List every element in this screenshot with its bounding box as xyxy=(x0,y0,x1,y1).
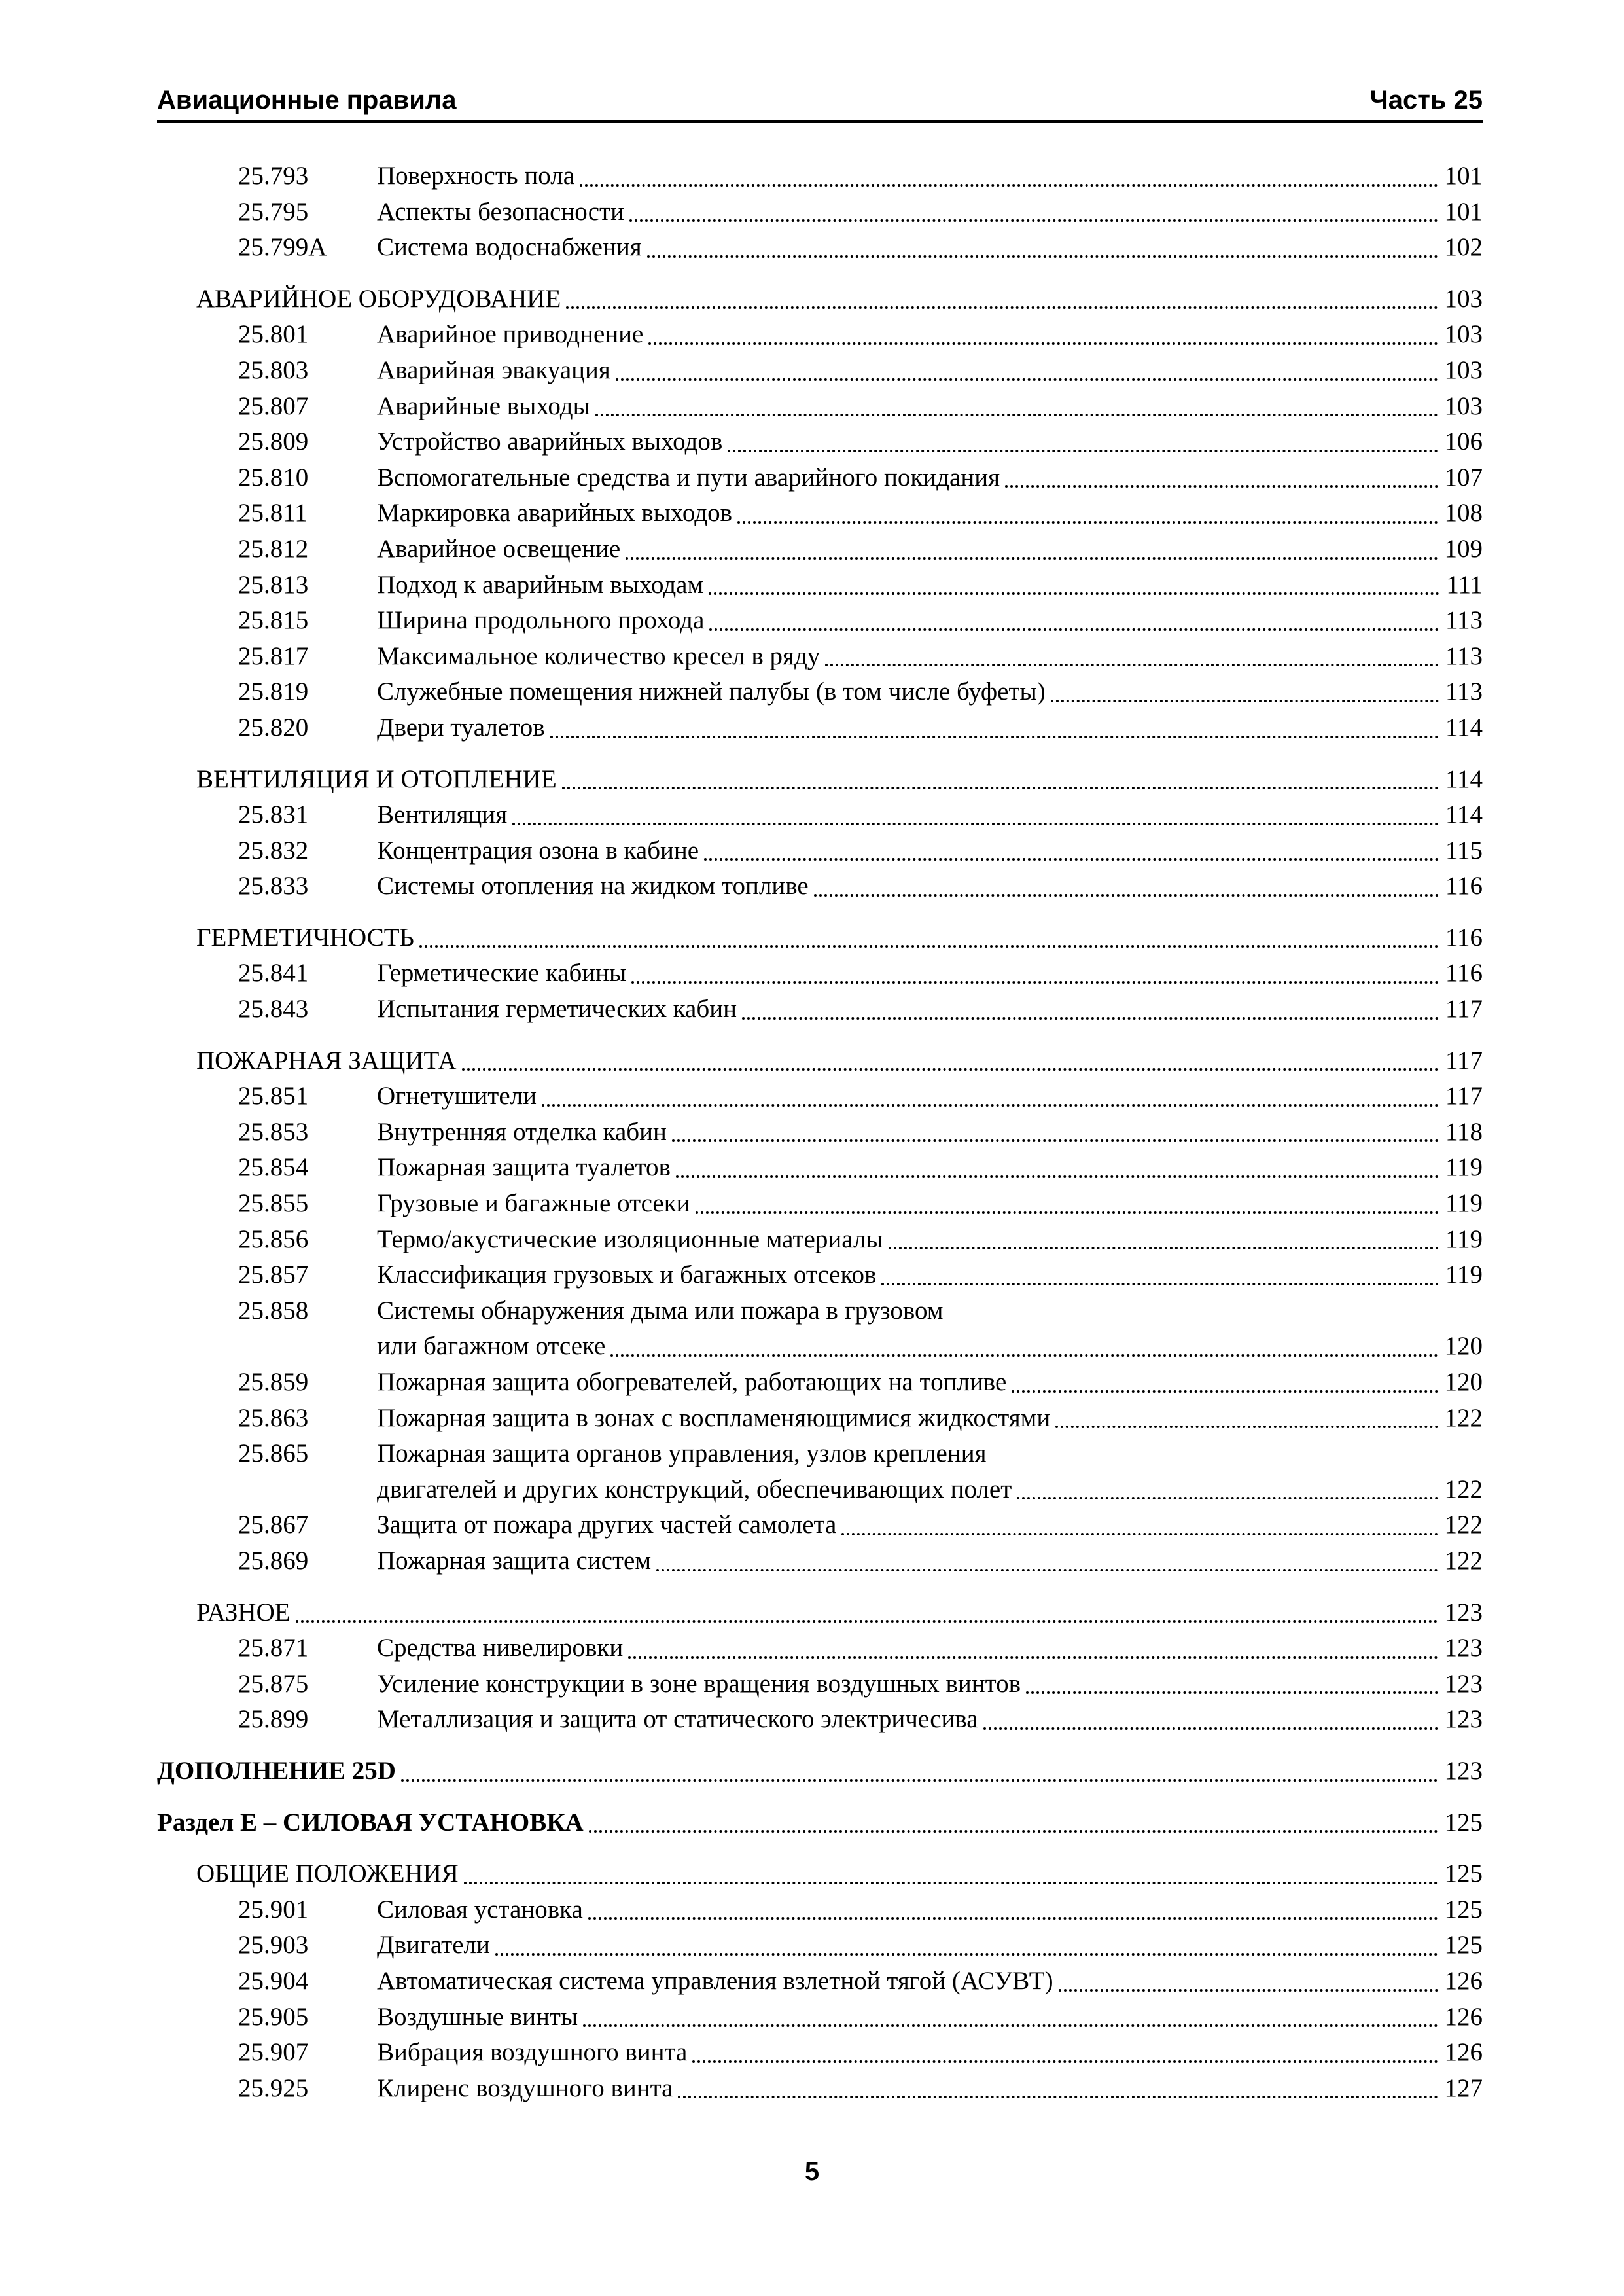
toc-page-number: 103 xyxy=(1444,355,1483,384)
toc-entry-number: 25.801 xyxy=(238,320,309,349)
toc-entry[interactable] xyxy=(157,1150,1483,1186)
dot-leader xyxy=(737,521,1438,524)
dot-leader xyxy=(889,1247,1439,1249)
toc-entry-number: 25.903 xyxy=(238,1931,309,1960)
toc-page-number: 102 xyxy=(1444,233,1483,262)
toc-entry-title: Вентиляция xyxy=(377,800,508,829)
toc-entry-number: 25.925 xyxy=(238,2073,309,2102)
toc-entry-continuation[interactable] xyxy=(157,1329,1483,1365)
dot-leader xyxy=(1055,1426,1438,1428)
dot-leader xyxy=(647,255,1438,258)
toc-entry-number: 25.811 xyxy=(238,499,308,528)
toc-page-number: 123 xyxy=(1444,1756,1483,1785)
toc-heading-title: Раздел Е – СИЛОВАЯ УСТАНОВКА xyxy=(157,1808,584,1837)
toc-entry-title: Аварийные выходы xyxy=(377,391,590,420)
page-number: 5 xyxy=(804,2157,820,2186)
toc-entry-number: 25.858 xyxy=(238,1296,309,1325)
toc-entry-number: 25.855 xyxy=(238,1189,309,1218)
toc-entry-number: 25.899 xyxy=(238,1705,309,1734)
toc-entry-number: 25.817 xyxy=(238,641,309,670)
toc-heading-title: ПОЖАРНАЯ ЗАЩИТА xyxy=(196,1046,457,1075)
toc-entry-title-continued: или багажном отсеке xyxy=(377,1332,606,1361)
toc-entry[interactable] xyxy=(157,1115,1483,1151)
toc-entry[interactable] xyxy=(157,1702,1483,1738)
toc-entry-title: Металлизация и защита от статического электричесива xyxy=(377,1705,978,1734)
toc-entry-title: Пожарная защита органов управления, узлов крепления xyxy=(377,1439,987,1468)
toc-entry-title: Средства нивелировки xyxy=(377,1634,624,1662)
dot-leader xyxy=(841,1533,1438,1535)
toc-heading-title: ГЕРМЕТИЧНОСТЬ xyxy=(196,923,414,952)
toc-entry[interactable] xyxy=(157,1257,1483,1293)
dot-leader xyxy=(495,1953,1438,1956)
toc-entry-number: 25.807 xyxy=(238,391,309,420)
toc-page-number: 123 xyxy=(1444,1598,1483,1626)
toc-entry-number: 25.841 xyxy=(238,959,309,988)
toc-entry-number: 25.857 xyxy=(238,1261,309,1289)
toc-entry-continuation[interactable] xyxy=(157,1472,1483,1508)
toc-entry[interactable] xyxy=(157,992,1483,1028)
toc-entry-number: 25.832 xyxy=(238,836,309,865)
toc-entry[interactable] xyxy=(157,603,1483,639)
toc-page-number: 126 xyxy=(1444,1966,1483,1995)
toc-page-number: 106 xyxy=(1444,427,1483,456)
toc-section-heading[interactable] xyxy=(157,281,1483,317)
toc-page-number: 117 xyxy=(1445,1046,1483,1075)
dot-leader xyxy=(629,219,1438,222)
dot-leader xyxy=(512,823,1439,825)
toc-page-number: 107 xyxy=(1444,463,1483,492)
toc-entry[interactable] xyxy=(157,317,1483,353)
toc-entry-number: 25.795 xyxy=(238,197,309,226)
toc-entry-number: 25.905 xyxy=(238,2002,309,2031)
dot-leader xyxy=(825,664,1439,666)
toc-page-number: 125 xyxy=(1444,1859,1483,1888)
toc-entry[interactable] xyxy=(157,1079,1483,1115)
toc-page-number: 114 xyxy=(1445,800,1483,829)
dot-leader xyxy=(583,2024,1438,2027)
dot-leader xyxy=(672,1139,1439,1142)
dot-leader xyxy=(550,736,1439,738)
toc-entry-number: 25.815 xyxy=(238,606,309,635)
toc-page-number: 103 xyxy=(1444,284,1483,313)
toc-page-number: 119 xyxy=(1445,1225,1483,1253)
toc-entry[interactable] xyxy=(157,1507,1483,1543)
toc-heading-title: РАЗНОЕ xyxy=(196,1598,291,1626)
toc-entry[interactable] xyxy=(157,1964,1483,2000)
toc-page-number: 122 xyxy=(1444,1403,1483,1432)
toc-entry-title: Системы обнаружения дыма или пожара в грузовом xyxy=(377,1296,944,1325)
toc-entry-number: 25.869 xyxy=(238,1546,309,1575)
toc-entry-number: 25.859 xyxy=(238,1368,309,1396)
toc-heading-title: ОБЩИЕ ПОЛОЖЕНИЯ xyxy=(196,1859,459,1888)
toc-heading-title: АВАРИЙНОЕ ОБОРУДОВАНИЕ xyxy=(196,284,561,313)
dot-leader xyxy=(595,414,1438,416)
toc-entry-title: Внутренняя отделка кабин xyxy=(377,1117,667,1146)
toc-section-heading[interactable] xyxy=(157,1043,1483,1079)
dot-leader xyxy=(610,1354,1438,1357)
toc-entry-title: Защита от пожара других частей самолета xyxy=(377,1511,837,1539)
dot-leader xyxy=(742,1017,1439,1020)
toc-entry-number: 25.867 xyxy=(238,1511,309,1539)
toc-entry-title: Термо/акустические изоляционные материалы xyxy=(377,1225,883,1253)
toc-entry-title: Пожарная защита обогревателей, работающих на топливе xyxy=(377,1368,1007,1396)
dot-leader xyxy=(626,557,1438,560)
toc-entry-number: 25.812 xyxy=(238,534,309,563)
toc-entry-title: Воздушные винты xyxy=(377,2002,578,2031)
toc-page-number: 103 xyxy=(1444,320,1483,349)
toc-entry-title: Огнетушители xyxy=(377,1082,537,1111)
toc-entry[interactable] xyxy=(157,1543,1483,1579)
toc-entry-number: 25.875 xyxy=(238,1669,309,1698)
dot-leader xyxy=(709,628,1439,631)
toc-entry-title: Аварийная эвакуация xyxy=(377,355,610,384)
toc-page-number: 119 xyxy=(1445,1189,1483,1218)
toc-page-number: 125 xyxy=(1444,1808,1483,1837)
toc-entry-number: 25.871 xyxy=(238,1634,309,1662)
toc-entry-number: 25.810 xyxy=(238,463,309,492)
dot-leader xyxy=(696,1211,1439,1214)
toc-entry-title: Концентрация озона в кабине xyxy=(377,836,699,865)
toc-entry[interactable] xyxy=(157,869,1483,905)
toc-entry[interactable] xyxy=(157,495,1483,531)
toc-entry-title: Поверхность пола xyxy=(377,162,575,190)
toc-page-number: 123 xyxy=(1444,1705,1483,1734)
toc-chapter-heading[interactable] xyxy=(157,1753,1483,1789)
dot-leader xyxy=(401,1779,1438,1782)
dot-leader xyxy=(678,2096,1438,2098)
toc-entry-title: Испытания герметических кабин xyxy=(377,995,737,1024)
toc-entry[interactable] xyxy=(157,639,1483,675)
toc-entry-title-continued: двигателей и других конструкций, обеспечивающих полет xyxy=(377,1475,1012,1503)
toc-heading-title: ДОПОЛНЕНИЕ 25D xyxy=(157,1756,396,1785)
toc-entry-title: Аварийное освещение xyxy=(377,534,621,563)
dot-leader xyxy=(419,945,1439,948)
toc-entry-number: 25.853 xyxy=(238,1117,309,1146)
toc-page-number: 101 xyxy=(1444,197,1483,226)
toc-entry[interactable] xyxy=(157,1293,1483,1329)
toc-entry[interactable] xyxy=(157,424,1483,460)
dot-leader xyxy=(728,450,1438,452)
dot-leader xyxy=(464,1882,1438,1884)
toc-page-number: 117 xyxy=(1445,1082,1483,1111)
dot-leader xyxy=(589,1830,1438,1833)
toc-entry-number: 25.820 xyxy=(238,713,309,742)
toc-page-number: 120 xyxy=(1444,1368,1483,1396)
toc-entry-title: Клиренс воздушного винта xyxy=(377,2073,673,2102)
toc-entry[interactable] xyxy=(157,2035,1483,2071)
toc-section-heading[interactable] xyxy=(157,1856,1483,1892)
toc-entry-title: Ширина продольного прохода xyxy=(377,606,705,635)
toc-entry-number: 25.803 xyxy=(238,355,309,384)
toc-page-number: 122 xyxy=(1444,1511,1483,1539)
toc-entry-title: Пожарная защита систем xyxy=(377,1546,652,1575)
toc-entry[interactable] xyxy=(157,1892,1483,1928)
toc-entry-title: Пожарная защита в зонах с воспламеняющимися жидкостями xyxy=(377,1403,1051,1432)
toc-entry[interactable] xyxy=(157,531,1483,567)
dot-leader xyxy=(1012,1390,1438,1393)
toc-entry[interactable] xyxy=(157,567,1483,603)
toc-entry[interactable] xyxy=(157,1928,1483,1964)
toc-page-number: 126 xyxy=(1444,2038,1483,2067)
toc-entry-number: 25.793 xyxy=(238,162,309,190)
dot-leader xyxy=(648,342,1438,345)
toc-entry[interactable] xyxy=(157,158,1483,194)
toc-entry-number: 25.863 xyxy=(238,1403,309,1432)
toc-entry-title: Пожарная защита туалетов xyxy=(377,1153,671,1182)
dot-leader xyxy=(616,378,1438,381)
toc-entry-number: 25.907 xyxy=(238,2038,309,2067)
toc-entry[interactable] xyxy=(157,833,1483,869)
dot-leader xyxy=(814,894,1439,897)
toc-entry-title: Двери туалетов xyxy=(377,713,545,742)
toc-entry-number: 25.865 xyxy=(238,1439,309,1468)
toc-page-number: 125 xyxy=(1444,1931,1483,1960)
dot-leader xyxy=(1026,1691,1438,1694)
toc-page-number: 115 xyxy=(1445,836,1483,865)
toc-entry-number: 25.831 xyxy=(238,800,309,829)
dot-leader xyxy=(1017,1497,1438,1499)
dot-leader xyxy=(656,1569,1438,1571)
toc-chapter-heading[interactable] xyxy=(157,1805,1483,1841)
toc-page-number: 119 xyxy=(1445,1153,1483,1182)
toc-entry-title: Система водоснабжения xyxy=(377,233,642,262)
toc-entry-title: Служебные помещения нижней палубы (в том числе буфеты) xyxy=(377,677,1046,706)
dot-leader xyxy=(881,1283,1439,1285)
toc-page-number: 103 xyxy=(1444,391,1483,420)
toc-entry[interactable] xyxy=(157,1365,1483,1401)
toc-entry[interactable] xyxy=(157,1186,1483,1222)
toc-page-number: 116 xyxy=(1445,923,1483,952)
toc-entry[interactable] xyxy=(157,956,1483,992)
dot-leader xyxy=(628,1656,1438,1659)
toc-entry[interactable] xyxy=(157,194,1483,230)
dot-leader xyxy=(983,1727,1438,1730)
toc-entry-number: 25.856 xyxy=(238,1225,309,1253)
toc-entry[interactable] xyxy=(157,1630,1483,1666)
dot-leader xyxy=(676,1175,1439,1178)
toc-entry[interactable] xyxy=(157,1666,1483,1702)
toc-entry-title: Вспомогательные средства и пути аварийного покидания xyxy=(377,463,1000,492)
dot-leader xyxy=(588,1917,1438,1920)
toc-page-number: 127 xyxy=(1444,2073,1483,2102)
toc-entry[interactable] xyxy=(157,389,1483,425)
toc-page-number: 114 xyxy=(1445,713,1483,742)
toc-entry-title: Двигатели xyxy=(377,1931,490,1960)
toc-page-number: 122 xyxy=(1444,1475,1483,1503)
toc-entry-number: 25.904 xyxy=(238,1966,309,1995)
dot-leader xyxy=(709,592,1439,595)
toc-entry-title: Автоматическая система управления взлетной тягой (АСУВТ) xyxy=(377,1966,1053,1995)
toc-entry-title: Системы отопления на жидком топливе xyxy=(377,872,809,901)
toc-page-number: 113 xyxy=(1445,677,1483,706)
toc-page-number: 122 xyxy=(1444,1546,1483,1575)
toc-entry-title: Маркировка аварийных выходов xyxy=(377,499,732,528)
dot-leader xyxy=(1005,485,1438,488)
dot-leader xyxy=(562,787,1439,789)
toc-page-number: 120 xyxy=(1444,1332,1483,1361)
toc-entry-title: Аспекты безопасности xyxy=(377,197,624,226)
toc-page-number: 119 xyxy=(1445,1261,1483,1289)
toc-entry-number: 25.843 xyxy=(238,995,309,1024)
toc-entry-number: 25.799А xyxy=(238,233,327,262)
toc-entry-title: Устройство аварийных выходов xyxy=(377,427,723,456)
toc-page-number: 114 xyxy=(1445,764,1483,793)
toc-page-number: 117 xyxy=(1445,995,1483,1024)
dot-leader xyxy=(692,2060,1438,2063)
toc-entry[interactable] xyxy=(157,1436,1483,1472)
toc-entry-title: Герметические кабины xyxy=(377,959,627,988)
toc-page-number: 116 xyxy=(1445,959,1483,988)
toc-entry-number: 25.854 xyxy=(238,1153,309,1182)
dot-leader xyxy=(542,1104,1439,1107)
toc-page-number: 108 xyxy=(1444,499,1483,528)
toc-entry[interactable] xyxy=(157,797,1483,833)
dot-leader xyxy=(704,858,1439,861)
dot-leader xyxy=(566,306,1438,309)
toc-entry-number: 25.833 xyxy=(238,872,309,901)
toc-page-number: 123 xyxy=(1444,1634,1483,1662)
toc-page-number: 109 xyxy=(1444,534,1483,563)
toc-entry-title: Классификация грузовых и багажных отсеков xyxy=(377,1261,877,1289)
toc-entry-number: 25.851 xyxy=(238,1082,309,1111)
toc-entry[interactable] xyxy=(157,1401,1483,1437)
toc-entry[interactable] xyxy=(157,460,1483,496)
toc-entry-title: Усиление конструкции в зоне вращения воздушных винтов xyxy=(377,1669,1021,1698)
dot-leader xyxy=(631,981,1439,984)
toc-entry[interactable] xyxy=(157,2000,1483,2036)
toc-page-number: 113 xyxy=(1445,606,1483,635)
toc-entry-number: 25.809 xyxy=(238,427,309,456)
header-title: Авиационные правила xyxy=(157,86,457,115)
toc-page-number: 116 xyxy=(1445,872,1483,901)
toc-entry-title: Аварийное приводнение xyxy=(377,320,644,349)
toc-entry-number: 25.901 xyxy=(238,1895,309,1924)
toc-page-number: 123 xyxy=(1444,1669,1483,1698)
header-part: Часть 25 xyxy=(1369,86,1483,115)
toc-heading-title: ВЕНТИЛЯЦИЯ И ОТОПЛЕНИЕ xyxy=(196,764,557,793)
toc-entry-title: Вибрация воздушного винта xyxy=(377,2038,688,2067)
toc-entry[interactable] xyxy=(157,1222,1483,1258)
dot-leader xyxy=(296,1620,1438,1623)
toc-section-heading[interactable] xyxy=(157,762,1483,798)
toc-entry-title: Силовая установка xyxy=(377,1895,583,1924)
page-header xyxy=(157,79,1483,123)
toc-entry-title: Подход к аварийным выходам xyxy=(377,570,704,599)
toc-entry[interactable] xyxy=(157,353,1483,389)
toc-page-number: 126 xyxy=(1444,2002,1483,2031)
dot-leader xyxy=(580,184,1438,187)
dot-leader xyxy=(1051,700,1439,702)
toc-page-number: 101 xyxy=(1444,162,1483,190)
toc-page-number: 125 xyxy=(1444,1895,1483,1924)
toc-entry-number: 25.819 xyxy=(238,677,309,706)
toc-section-heading[interactable] xyxy=(157,1595,1483,1631)
toc-section-heading[interactable] xyxy=(157,920,1483,956)
toc-page-number: 113 xyxy=(1445,641,1483,670)
toc-entry-title: Максимальное количество кресел в ряду xyxy=(377,641,821,670)
toc-entry[interactable] xyxy=(157,2071,1483,2107)
toc-entry[interactable] xyxy=(157,674,1483,710)
dot-leader xyxy=(1059,1989,1438,1992)
dot-leader xyxy=(462,1068,1439,1071)
table-of-contents xyxy=(157,158,1483,2106)
toc-entry[interactable] xyxy=(157,710,1483,746)
toc-entry[interactable] xyxy=(157,230,1483,266)
toc-entry-number: 25.813 xyxy=(238,570,309,599)
toc-entry-title: Грузовые и багажные отсеки xyxy=(377,1189,690,1218)
toc-page-number: 118 xyxy=(1445,1117,1483,1146)
toc-page-number: 111 xyxy=(1446,570,1483,599)
